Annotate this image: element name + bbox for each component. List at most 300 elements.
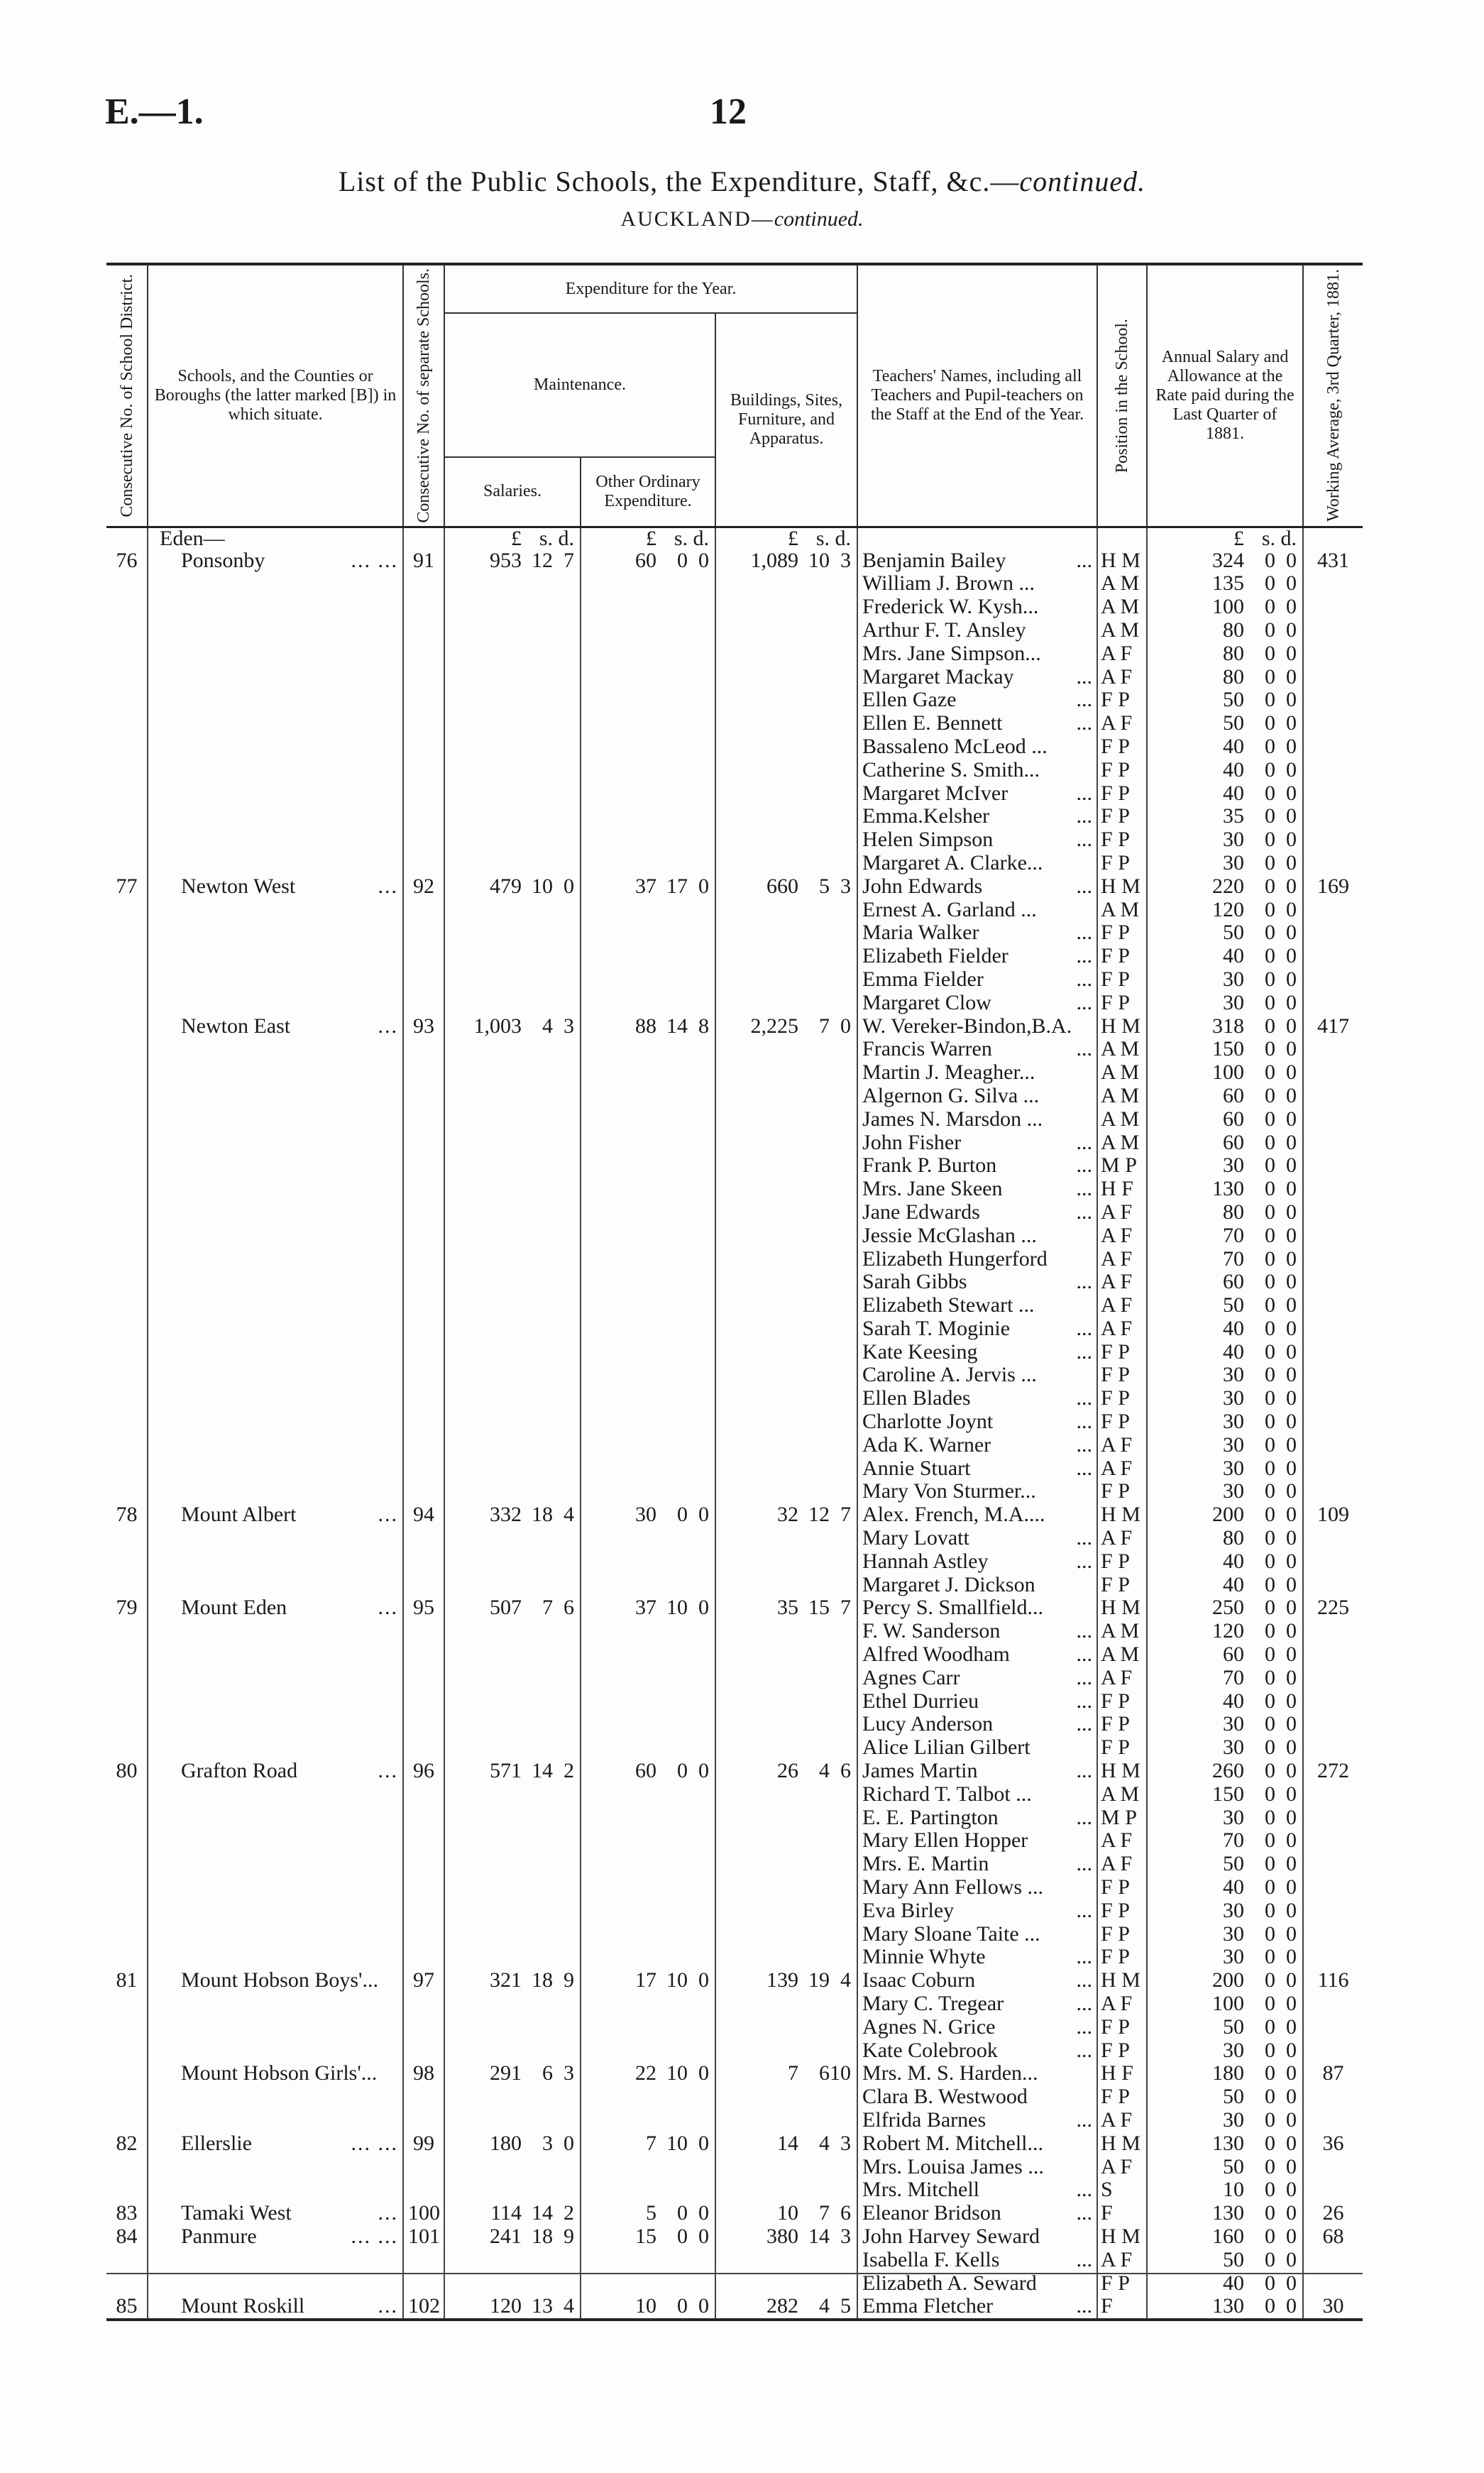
annual-salary-cell: 30 0 0: [1147, 2039, 1303, 2063]
district-number: [106, 1224, 148, 1248]
position-cell: F P: [1097, 1736, 1147, 1760]
school-name: Grafton Road: [181, 1760, 298, 1783]
buildings-cell: [715, 1317, 857, 1341]
position-cell: A M: [1097, 899, 1147, 922]
position-cell: A F: [1097, 1317, 1147, 1341]
salaries-cell: [444, 2109, 581, 2132]
other-expenditure-cell: [581, 1341, 715, 1364]
table-row: [106, 1969, 1363, 1992]
table-row: [106, 689, 1363, 712]
teacher-name: Hannah Astley: [862, 1550, 989, 1573]
teacher-name: Annie Stuart: [862, 1457, 971, 1480]
school-cell: [148, 828, 403, 852]
other-expenditure-cell: [581, 1364, 715, 1387]
school-number: [403, 1410, 444, 1434]
table-row: [106, 1201, 1363, 1224]
school-cell: [148, 1341, 403, 1364]
position-cell: H F: [1097, 2062, 1147, 2085]
buildings-cell: [715, 1154, 857, 1178]
salaries-cell: [444, 1108, 581, 1131]
school-cell: [148, 1829, 403, 1853]
teacher-cell: [857, 1550, 1097, 1574]
teacher-name: E. E. Partington: [862, 1806, 999, 1829]
buildings-cell: [715, 759, 857, 782]
annual-salary-cell: 130 0 0: [1147, 1178, 1303, 1201]
buildings-cell: 660 5 3: [715, 875, 857, 899]
leader-dots: ...: [1076, 945, 1093, 968]
working-average: 87: [1303, 2062, 1363, 2085]
teacher-name: Alfred Woodham: [862, 1643, 1010, 1667]
working-average: [1303, 1038, 1363, 1061]
buildings-cell: [715, 1271, 857, 1294]
annual-salary-cell: 30 0 0: [1147, 1946, 1303, 1969]
buildings-cell: [715, 1992, 857, 2016]
position-cell: H M: [1097, 2225, 1147, 2249]
salaries-cell: [444, 1783, 581, 1806]
school-number: [403, 759, 444, 782]
school-cell: [148, 968, 403, 992]
teacher-cell: [857, 2295, 1097, 2320]
teacher-name: Sarah Gibbs: [862, 1271, 967, 1294]
other-expenditure-cell: [581, 2178, 715, 2202]
leader-dots: ... ...: [351, 2225, 398, 2248]
school-number: [403, 945, 444, 968]
annual-salary-cell: 30 0 0: [1147, 1806, 1303, 1830]
position-cell: A F: [1097, 1294, 1147, 1317]
teacher-name: Agnes N. Grice: [862, 2015, 996, 2039]
teacher-name: Arthur F. T. Ansley: [862, 618, 1026, 642]
other-expenditure-cell: [581, 1178, 715, 1201]
other-expenditure-cell: [581, 1248, 715, 1271]
working-average: [1303, 1154, 1363, 1178]
school-number: [403, 1736, 444, 1760]
buildings-cell: [715, 1480, 857, 1503]
salaries-cell: 1,003 4 3: [444, 1015, 581, 1038]
school-number: [403, 572, 444, 596]
buildings-cell: [715, 1806, 857, 1830]
other-expenditure-cell: [581, 2249, 715, 2272]
school-cell: [148, 1457, 403, 1481]
working-average: [1303, 1248, 1363, 1271]
district-number: [106, 1829, 148, 1853]
annual-salary-cell: 40 0 0: [1147, 759, 1303, 782]
school-cell: [148, 1643, 403, 1667]
position-cell: A F: [1097, 2249, 1147, 2272]
school-number: [403, 1899, 444, 1923]
teacher-cell: [857, 1480, 1097, 1503]
district-number: [106, 1923, 148, 1946]
leader-dots: ...: [1076, 2178, 1093, 2202]
teacher-name: Alice Lilian Gilbert: [862, 1736, 1030, 1760]
working-average: [1303, 735, 1363, 759]
annual-salary-cell: 40 0 0: [1147, 2272, 1303, 2296]
school-cell: [148, 1923, 403, 1946]
other-expenditure-cell: [581, 1061, 715, 1085]
position-cell: F P: [1097, 1341, 1147, 1364]
leader-dots: ...: [1076, 1131, 1093, 1154]
teacher-cell: [857, 875, 1097, 899]
leader-dots: ...: [1076, 1154, 1093, 1178]
other-expenditure-cell: [581, 1667, 715, 1690]
school-number: [403, 1224, 444, 1248]
position-cell: H M: [1097, 1969, 1147, 1992]
school-number: [403, 899, 444, 922]
teacher-name: Margaret Mackay: [862, 665, 1014, 689]
district-number: [106, 1643, 148, 1667]
position-cell: F: [1097, 2295, 1147, 2320]
other-expenditure-cell: [581, 1294, 715, 1317]
position-cell: A F: [1097, 1224, 1147, 1248]
other-expenditure-cell: [581, 2039, 715, 2063]
district-number: [106, 1736, 148, 1760]
annual-salary-cell: 40 0 0: [1147, 1317, 1303, 1341]
school-number: [403, 852, 444, 875]
buildings-cell: [715, 619, 857, 642]
buildings-cell: [715, 1667, 857, 1690]
district-number: [106, 1108, 148, 1131]
working-average: [1303, 596, 1363, 619]
buildings-cell: [715, 1946, 857, 1969]
school-cell: [148, 1946, 403, 1969]
district-number: [106, 1038, 148, 1061]
position-cell: F P: [1097, 2085, 1147, 2109]
salaries-cell: [444, 1946, 581, 1969]
position-cell: F P: [1097, 968, 1147, 992]
teacher-cell: [857, 1131, 1097, 1155]
teacher-name: Emma Fletcher: [862, 2295, 994, 2318]
salaries-cell: [444, 1480, 581, 1503]
school-number: [403, 921, 444, 945]
teacher-name: Mary Lovatt: [862, 1527, 969, 1550]
buildings-cell: [715, 689, 857, 712]
salaries-cell: [444, 1410, 581, 1434]
teacher-cell: [857, 1736, 1097, 1760]
annual-salary-cell: 40 0 0: [1147, 1876, 1303, 1899]
annual-salary-cell: 30 0 0: [1147, 852, 1303, 875]
position-cell: A F: [1097, 1271, 1147, 1294]
teacher-name: Frederick W. Kysh...: [862, 596, 1039, 619]
district-number: [106, 1806, 148, 1830]
salaries-cell: 953 12 7: [444, 549, 581, 573]
table-row: [106, 2202, 1363, 2225]
teacher-cell: [857, 1410, 1097, 1434]
other-expenditure-cell: [581, 1923, 715, 1946]
leader-dots: ...: [1076, 712, 1093, 735]
school-cell: [148, 2178, 403, 2202]
table-row: [106, 1108, 1363, 1131]
teacher-cell: [857, 1201, 1097, 1224]
teacher-cell: [857, 759, 1097, 782]
col-position: Position in the School.: [1097, 264, 1147, 527]
teacher-name: Catherine S. Smith...: [862, 758, 1040, 782]
teacher-cell: [857, 852, 1097, 875]
teacher-name: Jessie McGlashan ...: [862, 1224, 1037, 1247]
teacher-name: Minnie Whyte: [862, 1946, 986, 1969]
position-cell: F P: [1097, 921, 1147, 945]
buildings-cell: [715, 805, 857, 828]
other-expenditure-cell: [581, 2085, 715, 2109]
position-cell: F P: [1097, 2272, 1147, 2296]
teacher-cell: [857, 1387, 1097, 1410]
leader-dots: ...: [1076, 1666, 1093, 1689]
other-expenditure-cell: [581, 921, 715, 945]
buildings-cell: 282 4 5: [715, 2295, 857, 2320]
teacher-cell: [857, 1876, 1097, 1899]
district-number: 85: [106, 2295, 148, 2320]
other-expenditure-cell: [581, 712, 715, 735]
teacher-cell: [857, 2132, 1097, 2156]
other-expenditure-cell: [581, 2156, 715, 2179]
leader-dots: ...: [1076, 665, 1093, 689]
position-cell: A F: [1097, 1457, 1147, 1481]
working-average: [1303, 1783, 1363, 1806]
other-expenditure-cell: 7 10 0: [581, 2132, 715, 2156]
other-expenditure-cell: [581, 945, 715, 968]
teacher-cell: [857, 1224, 1097, 1248]
leader-dots: ...: [1076, 2248, 1093, 2271]
working-average: [1303, 572, 1363, 596]
leader-dots: ...: [1076, 1340, 1093, 1364]
buildings-cell: 2,225 7 0: [715, 1015, 857, 1038]
teacher-cell: [857, 1760, 1097, 1783]
table-row: [106, 1061, 1363, 1085]
salaries-cell: [444, 1853, 581, 1876]
school-name: Ponsonby: [181, 549, 265, 572]
table-row: [106, 1736, 1363, 1760]
schools-table: [106, 263, 1363, 2321]
school-cell: [148, 572, 403, 596]
salaries-cell: [444, 992, 581, 1015]
position-cell: H M: [1097, 2132, 1147, 2156]
table-row: [106, 1760, 1363, 1783]
leader-dots: ...: [1076, 805, 1093, 828]
teacher-cell: [857, 2039, 1097, 2063]
annual-salary-cell: 130 0 0: [1147, 2295, 1303, 2320]
working-average: 225: [1303, 1596, 1363, 1620]
district-number: [106, 968, 148, 992]
table-row: [106, 2178, 1363, 2202]
annual-salary-cell: 80 0 0: [1147, 666, 1303, 689]
position-cell: A M: [1097, 1131, 1147, 1155]
salaries-cell: 180 3 0: [444, 2132, 581, 2156]
working-average: [1303, 2249, 1363, 2272]
working-average: [1303, 619, 1363, 642]
working-average: [1303, 1201, 1363, 1224]
position-cell: A F: [1097, 1201, 1147, 1224]
buildings-cell: [715, 1829, 857, 1853]
school-number: 92: [403, 875, 444, 899]
other-expenditure-cell: [581, 1154, 715, 1178]
district-number: [106, 1946, 148, 1969]
salaries-cell: [444, 2156, 581, 2179]
teacher-cell: [857, 1364, 1097, 1387]
school-number: [403, 1574, 444, 1597]
teacher-cell: [857, 1713, 1097, 1736]
col-other-expenditure: Other Ordinary Expenditure.: [581, 457, 715, 527]
school-cell: [148, 1131, 403, 1155]
buildings-cell: [715, 1108, 857, 1131]
school-cell: [148, 1015, 403, 1038]
school-cell: [148, 759, 403, 782]
leader-dots: ...: [1076, 1853, 1093, 1876]
salaries-cell: [444, 968, 581, 992]
school-cell: [148, 1085, 403, 1108]
school-number: [403, 1294, 444, 1317]
annual-salary-cell: 40 0 0: [1147, 1690, 1303, 1713]
school-cell: [148, 689, 403, 712]
teacher-cell: [857, 666, 1097, 689]
teacher-name: Alex. French, M.A....: [862, 1503, 1045, 1527]
district-number: [106, 1154, 148, 1178]
teacher-cell: [857, 1620, 1097, 1643]
school-number: [403, 2109, 444, 2132]
annual-salary-cell: 80 0 0: [1147, 1201, 1303, 1224]
table-row: [106, 1783, 1363, 1806]
table-row: [106, 1317, 1363, 1341]
buildings-cell: [715, 1410, 857, 1434]
table-row: [106, 805, 1363, 828]
table-row: [106, 2109, 1363, 2132]
other-expenditure-cell: [581, 1480, 715, 1503]
school-cell: [148, 1317, 403, 1341]
table-row: [106, 1341, 1363, 1364]
teacher-name: John Fisher: [862, 1131, 962, 1154]
district-number: [106, 1015, 148, 1038]
position-cell: S: [1097, 2178, 1147, 2202]
school-cell: [148, 1899, 403, 1923]
teacher-name: Lucy Anderson: [862, 1713, 994, 1736]
other-expenditure-cell: [581, 828, 715, 852]
other-expenditure-cell: 15 0 0: [581, 2225, 715, 2249]
leader-dots: ...: [1076, 828, 1093, 852]
leader-dots: ...: [1076, 1271, 1093, 1294]
position-cell: M P: [1097, 1154, 1147, 1178]
other-expenditure-cell: [581, 1108, 715, 1131]
school-cell: [148, 2085, 403, 2109]
annual-salary-cell: 120 0 0: [1147, 899, 1303, 922]
school-cell: [148, 1550, 403, 1574]
table-row: [106, 2085, 1363, 2109]
position-cell: F P: [1097, 1876, 1147, 1899]
teacher-cell: [857, 782, 1097, 806]
school-cell: [148, 1248, 403, 1271]
teacher-cell: [857, 642, 1097, 666]
table-row: [106, 642, 1363, 666]
position-cell: F P: [1097, 1410, 1147, 1434]
leader-dots: ... ...: [351, 2132, 398, 2155]
school-number: [403, 642, 444, 666]
teacher-cell: [857, 1317, 1097, 1341]
annual-salary-cell: 50 0 0: [1147, 689, 1303, 712]
working-average: [1303, 1574, 1363, 1597]
working-average: [1303, 1899, 1363, 1923]
school-number: 98: [403, 2062, 444, 2085]
table-row: [106, 1899, 1363, 1923]
buildings-cell: 26 4 6: [715, 1760, 857, 1783]
salaries-cell: [444, 1667, 581, 1690]
table-row: [106, 572, 1363, 596]
school-cell: [148, 1061, 403, 1085]
school-number: 94: [403, 1503, 444, 1527]
annual-salary-cell: 50 0 0: [1147, 2085, 1303, 2109]
working-average: [1303, 666, 1363, 689]
table-row: [106, 1923, 1363, 1946]
table-row: [106, 875, 1363, 899]
position-cell: A M: [1097, 1038, 1147, 1061]
teacher-name: Francis Warren: [862, 1038, 992, 1061]
district-number: [106, 1248, 148, 1271]
working-average: [1303, 759, 1363, 782]
salaries-cell: [444, 1317, 581, 1341]
school-cell: [148, 2272, 403, 2296]
school-number: [403, 782, 444, 806]
table-row: [106, 852, 1363, 875]
school-name: Newton East: [181, 1014, 291, 1038]
teacher-cell: [857, 1061, 1097, 1085]
annual-salary-cell: 30 0 0: [1147, 1434, 1303, 1457]
school-number: [403, 1643, 444, 1667]
annual-salary-cell: 50 0 0: [1147, 712, 1303, 735]
buildings-cell: [715, 735, 857, 759]
buildings-cell: [715, 642, 857, 666]
school-number: [403, 1457, 444, 1481]
school-cell: [148, 1783, 403, 1806]
other-expenditure-cell: [581, 1713, 715, 1736]
teacher-name: Eleanor Bridson: [862, 2202, 1001, 2225]
report-code: E.—1.: [105, 92, 204, 132]
working-average: [1303, 1667, 1363, 1690]
salaries-cell: [444, 852, 581, 875]
working-average: [1303, 642, 1363, 666]
annual-salary-cell: 160 0 0: [1147, 2225, 1303, 2249]
teacher-cell: [857, 1783, 1097, 1806]
salaries-cell: [444, 1550, 581, 1574]
salaries-cell: [444, 1829, 581, 1853]
table-row: [106, 2039, 1363, 2063]
school-cell: [148, 1527, 403, 1550]
table-row: [106, 1271, 1363, 1294]
teacher-name: Elizabeth A. Seward: [862, 2271, 1037, 2295]
teacher-cell: [857, 2202, 1097, 2225]
school-cell: [148, 2109, 403, 2132]
teacher-name: Ellen E. Bennett: [862, 712, 1003, 735]
teacher-cell: [857, 689, 1097, 712]
school-number: 91: [403, 549, 444, 573]
teacher-name: Caroline A. Jervis ...: [862, 1364, 1037, 1387]
position-cell: A F: [1097, 1992, 1147, 2016]
annual-salary-cell: 200 0 0: [1147, 1969, 1303, 1992]
teacher-cell: [857, 2178, 1097, 2202]
working-average: [1303, 1923, 1363, 1946]
teacher-cell: [857, 968, 1097, 992]
annual-salary-cell: 200 0 0: [1147, 1503, 1303, 1527]
table-row: [106, 735, 1363, 759]
annual-salary-cell: 30 0 0: [1147, 1923, 1303, 1946]
school-cell: [148, 1596, 403, 1620]
leader-dots: ...: [1076, 782, 1093, 805]
position-cell: F P: [1097, 2016, 1147, 2039]
district-number: 80: [116, 1760, 138, 1783]
buildings-cell: [715, 1690, 857, 1713]
table-row: [106, 1038, 1363, 1061]
other-expenditure-cell: [581, 1201, 715, 1224]
footer-rule: [106, 2273, 1363, 2274]
salaries-cell: [444, 1085, 581, 1108]
salaries-cell: [444, 1457, 581, 1481]
teacher-name: Margaret A. Clarke...: [862, 851, 1043, 874]
district-number: [106, 1271, 148, 1294]
buildings-cell: [715, 596, 857, 619]
